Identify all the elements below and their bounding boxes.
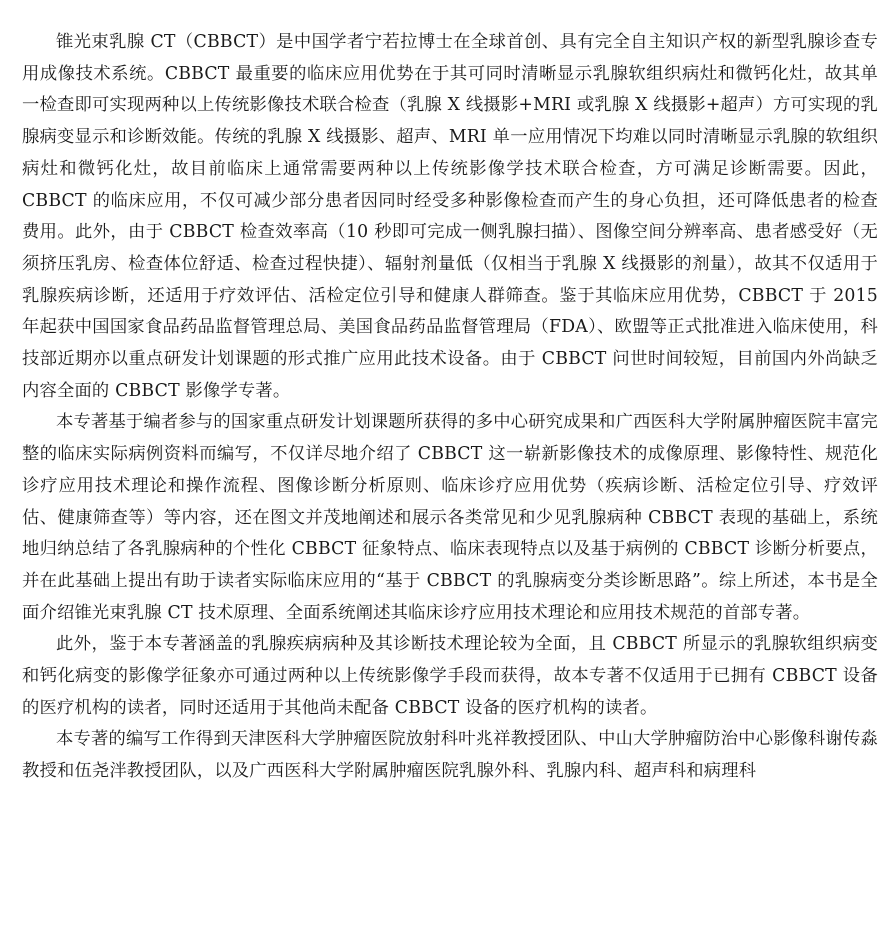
paragraph-readership: 此外，鉴于本专著涵盖的乳腺疾病病种及其诊断技术理论较为全面，且 CBBCT 所显示的乳腺软组织病变和钙化病变的影像学征象亦可通过两种以上传统影像学手段而获得，故本专著不仅适用于已拥有 CBBCT 设备的医疗机构的读者，同时还适用于其他尚未配备 CBBCT 设备的医疗机构的读者。 bbox=[22, 634, 878, 718]
paragraph-book-content: 本专著基于编者参与的国家重点研发计划课题所获得的多中心研究成果和广西医科大学附属肿瘤医院丰富完整的临床实际病例资料而编写，不仅详尽地介绍了 CBBCT 这一崭新影像技术的成像原理、影像特性、规范化诊疗应用技术理论和操作流程、图像诊断分析原则、临床诊疗应用优势（疾病诊断、活检定位引导、疗效评估、健康筛查等）等内容，还在图文并茂地阐述和展示各类常见和少见乳腺病种 CBBCT 表现的基础上，系统地归纳总结了各乳腺病种的个性化 CBBCT 征象特点、临床表现特点以及基于病例的 CBBCT 诊断分析要点，并在此基础上提出有助于读者实际临床应用的“基于 CBBCT 的乳腺病变分类诊断思路”。综上所述，本书是全面介绍锥光束乳腺 CT 技术原理、全面系统阐述其临床诊疗应用技术理论和应用技术规范的首部专著。 bbox=[22, 412, 878, 623]
paragraph-acknowledgements: 本专著的编写工作得到天津医科大学肿瘤医院放射科叶兆祥教授团队、中山大学肿瘤防治中心影像科谢传淼教授和伍尧泮教授团队，以及广西医科大学附属肿瘤医院乳腺外科、乳腺内科、超声科和病理科 bbox=[22, 729, 878, 782]
document-body bbox=[22, 0, 878, 788]
paragraph-cbbct-overview: 锥光束乳腺 CT（CBBCT）是中国学者宁若拉博士在全球首创、具有完全自主知识产权的新型乳腺诊查专用成像技术系统。CBBCT 最重要的临床应用优势在于其可同时清晰显示乳腺软组织病灶和微钙化灶，故其单一检查即可实现两种以上传统影像技术联合检查（乳腺 X 线摄影+MRI 或乳腺 X 线摄影+超声）方可实现的乳腺病变显示和诊断效能。传统的乳腺 X 线摄影、超声、MRI 单一应用情况下均难以同时清晰显示乳腺的软组织病灶和微钙化灶，故目前临床上通常需要两种以上传统影像学技术联合检查，方可满足诊断需要。因此，CBBCT 的临床应用，不仅可减少部分患者因同时经受多种影像检查而产生的身心负担，还可降低患者的检查费用。此外，由于 CBBCT 检查效率高（10 秒即可完成一侧乳腺扫描）、图像空间分辨率高、患者感受好（无须挤压乳房、检查体位舒适、检查过程快捷）、辐射剂量低（仅相当于乳腺 X 线摄影的剂量），故其不仅适用于乳腺疾病诊断，还适用于疗效评估、活检定位引导和健康人群筛查。鉴于其临床应用优势，CBBCT 于 2015 年起获中国国家食品药品监督管理总局、美国食品药品监督管理局（FDA）、欧盟等正式批准进入临床使用，科技部近期亦以重点研发计划课题的形式推广应用此技术设备。由于 CBBCT 问世时间较短，目前国内外尚缺乏内容全面的 CBBCT 影像学专著。 bbox=[22, 32, 878, 401]
